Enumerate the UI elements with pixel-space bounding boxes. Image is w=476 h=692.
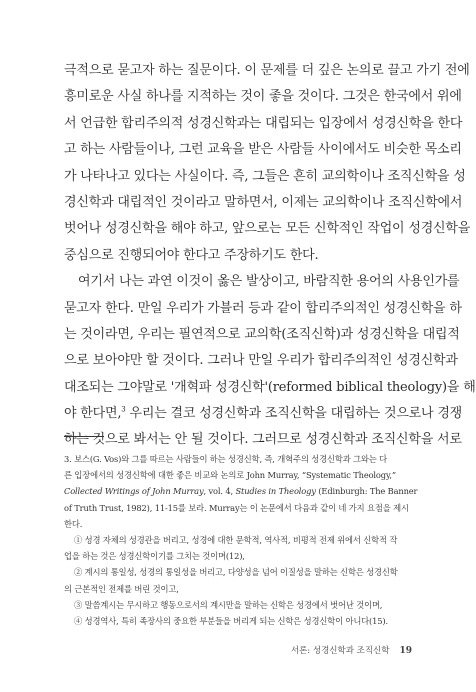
body-line — [64, 401, 463, 427]
footnotes — [64, 451, 418, 629]
body-line: 하는 것으로 봐서는 안 될 것이다. 그러므로 성경신학과 조직신학을 서로 — [64, 432, 462, 448]
body-line-text: 야 한다면, — [64, 406, 122, 422]
body-line: 서 언급한 합리주의적 성경신학과는 대립되는 입장에서 성경신학을 한다 — [64, 115, 463, 131]
footnote-item: ④ 성경역사, 특히 족장사의 중요한 부분들을 버리게 되는 신학은 성경신학이 아니다(15). — [74, 615, 388, 626]
body-line: 중심으로 진행되어야 한다고 주장하기도 한다. — [64, 247, 319, 263]
footnote-item: 업을 하는 것은 성경신학이기를 그치는 것이며(12), — [64, 551, 245, 562]
body-line: 는 것이라면, 우리는 필연적으로 교의학(조직신학)과 성경신학을 대립적 — [64, 326, 460, 342]
body-line-text: 우리는 결코 성경신학과 조직신학을 대립하는 것으로나 경쟁 — [125, 406, 463, 422]
footnote-line: 3. 보스(G. Vos)와 그를 따르는 사람들이 하는 성경신학, 즉, 개혁주의 성경신학과 그와는 다 — [64, 454, 387, 464]
footnote-item: ③ 말씀계시는 무시하고 행동으로서의 계시만을 말하는 신학은 성경에서 벗어난 것이며, — [74, 599, 383, 610]
paragraph-1 — [64, 58, 471, 269]
body-line: 극적으로 묻고자 하는 질문이다. 이 문제를 더 깊은 논의로 끌고 가기 전에 — [64, 63, 470, 78]
body-line-text: 대조되는 그야말로 '개혁파 성경신학'(reformed biblical theology)을 해 — [64, 379, 476, 395]
body-line: 묻고자 한다. 만일 우리가 가블러 등과 같이 합리주의적인 성경신학을 하 — [64, 300, 462, 316]
citation-title: Studies in Theology — [235, 486, 316, 497]
body-text — [64, 58, 476, 454]
paragraph-2 — [64, 269, 476, 454]
footnote-line — [64, 483, 418, 499]
body-line: 벗어나 성경신학을 해야 하고, 앞으로는 모든 신학적인 작업이 성경신학을 — [64, 221, 471, 237]
citation-text: , vol. 4, — [203, 486, 236, 497]
page-footer — [291, 644, 412, 656]
citation-title: Collected Writings of John Murray — [64, 486, 204, 497]
running-head: 서론: 성경신학과 조직신학 — [290, 646, 390, 656]
body-line: 흥미로운 사실 하나를 지적하는 것이 좋을 것이다. 그것은 한국에서 위에 — [64, 89, 462, 105]
footnote-item: ② 계시의 통일성, 성경의 통일성을 버리고, 다양성을 넘어 이질성을 말하는 신학은 성경신학 — [74, 567, 398, 578]
footnote-line: 한다. — [64, 518, 83, 529]
page-number: 19 — [399, 646, 412, 656]
body-line — [64, 375, 476, 401]
body-line: 고 하는 사람들이나, 그런 교육을 받은 사람들 사이에서도 비슷한 목소리 — [64, 142, 462, 158]
footnote-divider — [64, 436, 104, 437]
body-line: 경신학과 대립적인 것이라고 말하면서, 이제는 교의학이나 조직신학에서 — [64, 194, 463, 210]
body-line: 여기서 나는 과연 이것이 옳은 발상이고, 바람직한 용어의 사용인가를 — [78, 274, 460, 290]
footnote-ref[interactable]: 3 — [121, 405, 126, 414]
footnote-line: of Truth Trust, 1982), 11-15를 보라. Murray는 이 논문에서 다음과 같이 네 가지 요점을 제시 — [64, 502, 409, 513]
footnote-item: 의 근본적인 전제를 버린 것이고, — [64, 583, 179, 594]
footnote-item: ① 성경 자체의 성경관을 버리고, 성경에 대한 문학적, 역사적, 비평적 전제 위에서 신학적 작 — [74, 534, 398, 545]
citation-text: (Edinburgh: The Banner — [315, 486, 418, 497]
body-line: 으로 보아야만 할 것이다. 그러나 만일 우리가 합리주의적인 성경신학과 — [64, 353, 458, 369]
body-line: 가 나타나고 있다는 사실이다. 즉, 그들은 흔히 교의학이나 조직신학을 성 — [64, 168, 466, 184]
footnote-line: 른 입장에서의 성경신학에 대한 좋은 비교와 논의로 John Murray, “Systematic Theology,” — [64, 470, 396, 481]
